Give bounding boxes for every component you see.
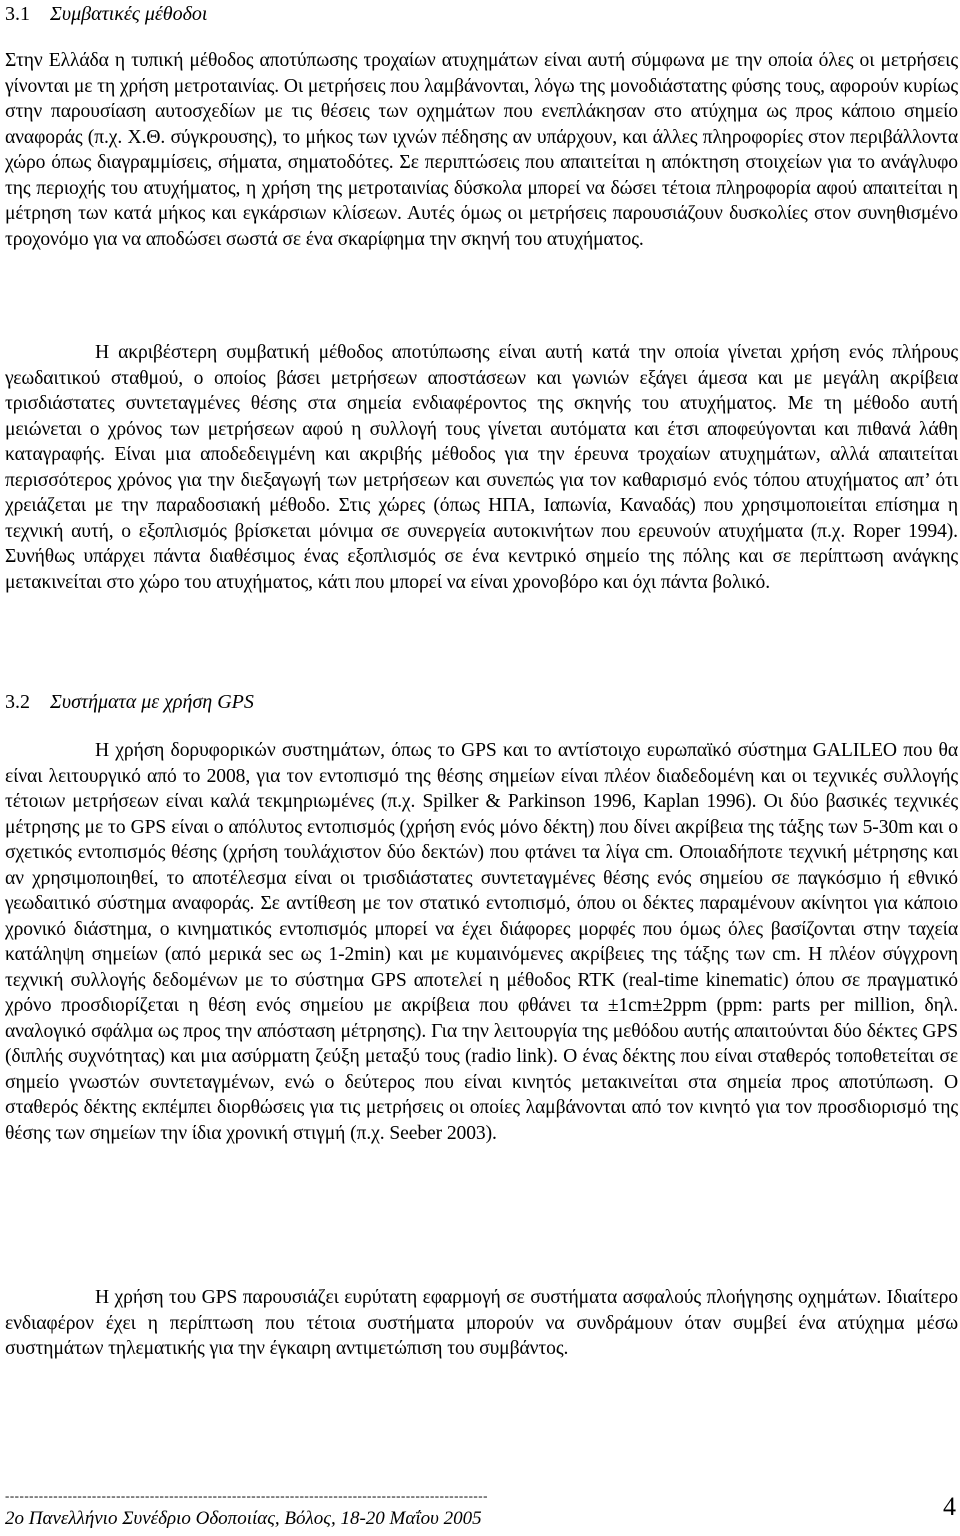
paragraph: Η χρήση δορυφορικών συστημάτων, όπως το GPS και το αντίστοιχο ευρωπαϊκό σύστημα GALILEO που θα είναι λειτουργικό από το 2008, για τον εντοπισμό της θέσης σημείων είναι πλέον διαδεδομένη και οι τεχνικές συλλογής τέτοιων μετρήσεων είναι καλά τεκμηριωμένες (π.χ. Spilker & Parkinson 1996, Kaplan 1996). Οι δύο βασικές τεχνικές μέτρησης με το GPS είναι ο απόλυτος εντοπισμός (χρήση ενός μόνο δέκτη) που δίνει ακρίβεια της τάξης των 5-30m και ο σχετικός εντοπισμός θέσης (χρήση τουλάχιστον δύο δεκτών) που φτάνει τα λίγα cm. Οποιαδήποτε τεχνική μέτρησης και αν χρησιμοποιηθεί, το αποτέλεσμα είναι οι τρισδιάστατες συντεταγμένες θέσης ενός σημείου σε παγκόσμιο ή εθνικό γεωδαιτικό σύστημα αναφοράς. Σε αντίθεση με τον στατικό εντοπισμό, όπου οι δέκτες παραμένουν ακίνητοι για κάποιο χρονικό διάστημα, ο κινηματικός εντοπισμός μπορεί να έχει διάφορες μορφές που όμως όλες βασίζονται στην ταχεία κατάληψη σημείων (από μερικά sec ως 1-2min) και με κυμαινόμενες ακρίβειες της τάξης των cm. Η πλέον σύγχρονη τεχνική συλλογής δεδομένων με το σύστημα GPS αποτελεί η μέθοδος RTK (real-time kinematic) όπου σε πραγματικό χρόνο προσδιορίζεται η θέση ενός σημείου με ακρίβεια που φθάνει τα ±1cm±2ppm (ppm: parts per million, δηλ. αναλογικό σφάλμα ως προς την απόσταση μέτρησης). Για την λειτουργία της μεθόδου αυτής απαιτούνται δύο δέκτες GPS (διπλής συχνότητας) και μια ασύρματη ζεύξη μεταξύ τους (radio link). Ο ένας δέκτης που είναι σταθερός τοποθετείται σε σημείο γνωστών συντεταγμένων, ενώ ο δεύτερος που είναι κινητός μετακινείται στα σημεία προς αποτύπωση. Ο σταθερός δέκτης εκπέμπει διορθώσεις για τις μετρήσεις οι οποίες λαμβάνονται από τον κινητό για τον προσδιορισμό της θέσης των σημείων την ίδια χρονική στιγμή (π.χ. Seeber 2003).	[5, 740, 958, 1144]
section-heading-3-1	[5, 0, 207, 28]
footer-rule: ----------------------------------------------------------------------------------------------------	[5, 1489, 488, 1503]
paragraph: Στην Ελλάδα η τυπική μέθοδος αποτύπωσης τροχαίων ατυχημάτων είναι αυτή σύμφωνα με την οποία όλες οι μετρήσεις γίνονται με τη χρήση μετροταινίας. Οι μετρήσεις που λαμβάνονται, λόγω της μονοδιάστατης φύσης τους, αφορούν κυρίως στην παρουσίαση αυτοσχεδίων με τις θέσεις των οχημάτων που ενεπλάκησαν στο ατύχημα ως προς κάποιο σημείο αναφοράς (π.χ. Χ.Θ. σύγκρουσης), το μήκος των ιχνών πέδησης αν υπάρχουν, και άλλες πληροφορίες στον περιβάλλοντα χώρο όπως διαγραμμίσεις, σήματα, σηματοδότες. Σε περιπτώσεις που απαιτείται η απόκτηση στοιχείων για το ανάγλυφο της περιοχής του ατυχήματος, η χρήση της μετροταινίας δύσκολα μπορεί να δώσει τέτοια πληροφορία αφού απαιτείται η μέτρηση των κατά μήκος και εγκάρσιων κλίσεων. Αυτές όμως οι μετρήσεις παρουσιάζουν δυσκολίες στον συνηθισμένο τροχονόμο για να αποδώσει σωστά σε ένα σκαρίφημα την σκηνή του ατυχήματος.	[5, 50, 958, 250]
section-heading-3-2	[5, 688, 254, 716]
page-number: 4	[943, 1492, 956, 1521]
footer-conference: 2ο Πανελλήνιο Συνέδριο Οδοποιίας, Βόλος, 18-20 Μαΐου 2005	[5, 1508, 482, 1529]
section-number: 3.2	[5, 691, 30, 713]
section-number: 3.1	[5, 3, 30, 25]
section-title: Συστήματα με χρήση GPS	[50, 691, 254, 713]
paragraph: Η χρήση του GPS παρουσιάζει ευρύτατη εφαρμογή σε συστήματα ασφαλούς πλοήγησης οχημάτων. Ιδιαίτερο ενδιαφέρον έχει η περίπτωση που τέτοια συστήματα μπορούν να συνδράμουν όταν συμβεί ένα ατύχημα μέσω συστημάτων τηλεματικής για την έγκαιρη αντιμετώπιση του συμβάντος.	[5, 1287, 958, 1359]
section-title: Συμβατικές μέθοδοι	[50, 3, 208, 25]
paragraph: Η ακριβέστερη συμβατική μέθοδος αποτύπωσης είναι αυτή κατά την οποία γίνεται χρήση ενός πλήρους γεωδαιτικού σταθμού, ο οποίος βάσει μετρήσεων αποστάσεων και γωνιών εξάγει άμεσα και με μεγάλη ακρίβεια τρισδιάστατες συντεταγμένες θέσης στα σημεία ενδιαφέροντος της σκηνής του ατυχήματος. Με τη μέθοδο αυτή μειώνεται ο χρόνος των μετρήσεων αφού η συλλογή τους γίνεται αυτόματα και έτσι αποφεύγονται και πιθανά λάθη καταγραφής. Είναι μια αποδεδειγμένη και ακριβής μέθοδος για την έρευνα τροχαίων ατυχημάτων, αλλά απαιτείται περισσότερος χρόνος για την διεξαγωγή των μετρήσεων και συνεπώς για τον καθαρισμό ενός τόπου ατυχήματος απ’ ότι χρειάζεται με την παραδοσιακή μέθοδο. Στις χώρες (όπως ΗΠΑ, Ιαπωνία, Καναδάς) που χρησιμοποιείται επίσημα η τεχνική αυτή, ο εξοπλισμός βρίσκεται μόνιμα σε συνεργεία αυτοκινήτων που ερευνούν ατυχήματα (π.χ. Roper 1994). Συνήθως υπάρχει πάντα διαθέσιμος ένας εξοπλισμός σε ένα κεντρικό σημείο της πόλης και σε περίπτωση ανάγκης μετακινείται στο χώρο του ατυχήματος, κάτι που μπορεί να είναι χρονοβόρο και όχι πάντα βολικό.	[5, 342, 958, 593]
